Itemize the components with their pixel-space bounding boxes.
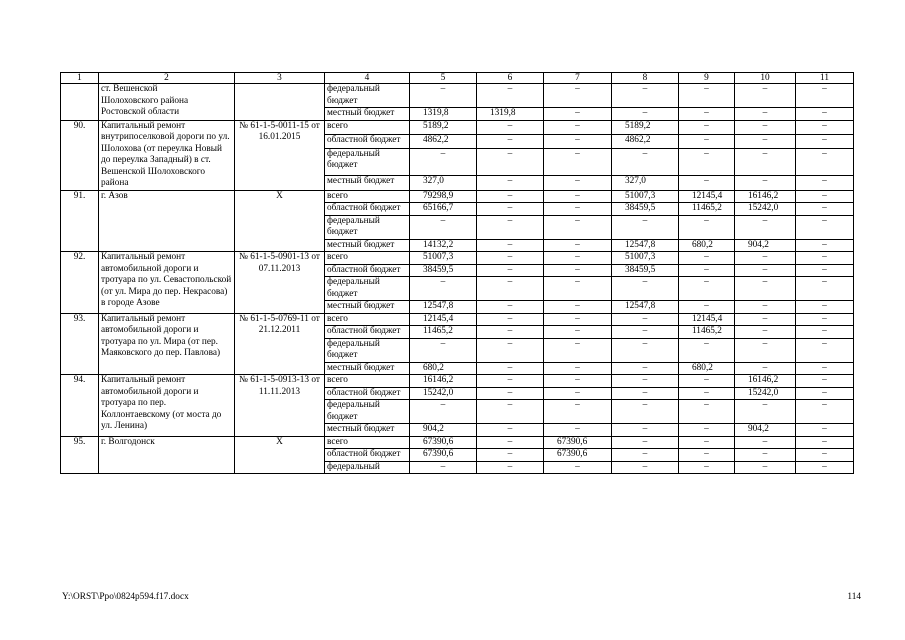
amount-cell: –	[796, 313, 854, 326]
amount-cell: –	[544, 215, 612, 239]
amount-cell: 12547,8	[612, 239, 679, 252]
amount-cell: –	[612, 326, 679, 339]
amount-cell: –	[735, 326, 796, 339]
amount-cell: –	[544, 424, 612, 437]
amount-cell: –	[679, 264, 735, 277]
amount-cell: –	[477, 239, 544, 252]
amount-cell: –	[679, 449, 735, 462]
amount-cell: 680,2	[679, 239, 735, 252]
amount-cell: –	[796, 277, 854, 301]
object-name-cell: Капитальный ремонт автомобильной дороги и тротуара по ул. Мира (от пер. Маяковского до пер. Павлова)	[99, 313, 235, 375]
amount-cell: –	[679, 84, 735, 108]
amount-cell: –	[544, 338, 612, 362]
amount-cell: –	[544, 120, 612, 134]
funding-source-cell: федеральный бюджет	[325, 277, 410, 301]
amount-cell: –	[735, 134, 796, 148]
amount-cell: –	[796, 264, 854, 277]
amount-cell: –	[544, 203, 612, 216]
amount-cell: –	[679, 134, 735, 148]
funding-source-cell: областной бюджет	[325, 449, 410, 462]
funding-source-cell: всего	[325, 313, 410, 326]
amount-cell: –	[796, 190, 854, 203]
column-number-row	[61, 73, 854, 84]
amount-cell: –	[477, 190, 544, 203]
amount-cell: –	[679, 436, 735, 449]
amount-cell: –	[796, 215, 854, 239]
funding-source-cell: всего	[325, 436, 410, 449]
amount-cell: –	[612, 215, 679, 239]
amount-cell: 79298,9	[410, 190, 477, 203]
amount-cell: –	[544, 108, 612, 121]
amount-cell: –	[477, 264, 544, 277]
amount-cell: –	[796, 203, 854, 216]
amount-cell: 15242,0	[735, 203, 796, 216]
amount-cell: 38459,5	[410, 264, 477, 277]
amount-cell: 11465,2	[410, 326, 477, 339]
amount-cell: 4862,2	[410, 134, 477, 148]
amount-cell: –	[477, 387, 544, 400]
object-name-line: Ростовской области	[101, 107, 180, 117]
amount-cell: 12145,4	[410, 313, 477, 326]
amount-cell: 5189,2	[612, 120, 679, 134]
amount-cell: –	[796, 387, 854, 400]
amount-cell: 904,2	[410, 424, 477, 437]
amount-cell: 11465,2	[679, 203, 735, 216]
object-name-cell	[99, 84, 235, 121]
column-number: 11	[796, 73, 854, 84]
amount-cell: –	[410, 215, 477, 239]
amount-cell: –	[477, 326, 544, 339]
amount-cell: –	[679, 120, 735, 134]
amount-cell: –	[544, 301, 612, 314]
amount-cell: –	[544, 387, 612, 400]
amount-cell: 51007,3	[410, 252, 477, 265]
amount-cell: 67390,6	[544, 449, 612, 462]
amount-cell: 327,0	[410, 176, 477, 190]
amount-cell: –	[735, 338, 796, 362]
funding-source-cell: федеральный бюджет	[325, 215, 410, 239]
row-number-cell: 90.	[61, 120, 99, 190]
document-cell: Х	[235, 436, 325, 474]
amount-cell: –	[796, 120, 854, 134]
amount-cell: –	[477, 461, 544, 474]
amount-cell: –	[410, 84, 477, 108]
amount-cell: –	[612, 449, 679, 462]
amount-cell: –	[796, 134, 854, 148]
column-number: 9	[679, 73, 735, 84]
funding-source-cell: всего	[325, 375, 410, 388]
table-row	[61, 120, 854, 134]
amount-cell: 12547,8	[410, 301, 477, 314]
funding-source-cell: местный бюджет	[325, 424, 410, 437]
amount-cell: –	[544, 84, 612, 108]
amount-cell: –	[796, 375, 854, 388]
amount-cell: 16146,2	[735, 190, 796, 203]
amount-cell: –	[477, 400, 544, 424]
amount-cell: –	[735, 362, 796, 375]
document-cell: № 61-1-5-0769-11 от 21.12.2011	[235, 313, 325, 375]
funding-source-cell: местный бюджет	[325, 108, 410, 121]
amount-cell: –	[544, 190, 612, 203]
amount-cell: –	[544, 148, 612, 175]
column-number: 8	[612, 73, 679, 84]
object-name-cell: Капитальный ремонт автомобильной дороги и тротуара по пер. Коллонтаевскому (от моста до ул. Ленина)	[99, 375, 235, 437]
column-number: 7	[544, 73, 612, 84]
amount-cell: –	[679, 215, 735, 239]
amount-cell: –	[679, 424, 735, 437]
amount-cell: 12145,4	[679, 190, 735, 203]
amount-cell: –	[679, 108, 735, 121]
amount-cell: –	[796, 176, 854, 190]
funding-source-cell: всего	[325, 190, 410, 203]
amount-cell: –	[612, 387, 679, 400]
amount-cell: –	[679, 338, 735, 362]
amount-cell: –	[735, 277, 796, 301]
amount-cell: –	[735, 176, 796, 190]
funding-source-cell: местный бюджет	[325, 362, 410, 375]
document-cell	[235, 84, 325, 121]
amount-cell: –	[796, 301, 854, 314]
amount-cell: –	[679, 277, 735, 301]
amount-cell: 14132,2	[410, 239, 477, 252]
amount-cell: 1319,8	[477, 108, 544, 121]
amount-cell: 15242,0	[410, 387, 477, 400]
document-cell: № 61-1-5-0011-15 от 16.01.2015	[235, 120, 325, 190]
row-number-cell: 94.	[61, 375, 99, 437]
column-number: 3	[235, 73, 325, 84]
funding-source-cell: местный бюджет	[325, 239, 410, 252]
amount-cell: 5189,2	[410, 120, 477, 134]
amount-cell: –	[735, 301, 796, 314]
amount-cell: –	[544, 239, 612, 252]
amount-cell: 51007,3	[612, 190, 679, 203]
object-name-cell: г. Азов	[99, 190, 235, 252]
amount-cell: –	[679, 252, 735, 265]
amount-cell: –	[544, 362, 612, 375]
amount-cell: –	[410, 148, 477, 175]
funding-source-cell: федеральный бюджет	[325, 400, 410, 424]
amount-cell: –	[544, 277, 612, 301]
funding-source-cell: федеральный бюджет	[325, 338, 410, 362]
row-number-cell	[61, 84, 99, 121]
column-number: 10	[735, 73, 796, 84]
amount-cell: –	[612, 108, 679, 121]
amount-cell: –	[612, 277, 679, 301]
amount-cell: –	[477, 203, 544, 216]
row-number-cell: 93.	[61, 313, 99, 375]
amount-cell: –	[679, 461, 735, 474]
amount-cell: –	[796, 400, 854, 424]
funding-source-cell: областной бюджет	[325, 134, 410, 148]
amount-cell: –	[544, 264, 612, 277]
amount-cell: –	[544, 461, 612, 474]
amount-cell: 12547,8	[612, 301, 679, 314]
object-name-cell: Капитальный ремонт внутрипоселковой дороги по ул. Шолохова (от переулка Новый до переулка Западный) в ст. Вешенской Шолоховского района	[99, 120, 235, 190]
amount-cell: –	[735, 264, 796, 277]
amount-cell: 4862,2	[612, 134, 679, 148]
document-cell: № 61-1-5-0901-13 от 07.11.2013	[235, 252, 325, 314]
amount-cell: –	[735, 436, 796, 449]
amount-cell: –	[612, 338, 679, 362]
amount-cell: –	[544, 400, 612, 424]
funding-source-cell: областной бюджет	[325, 264, 410, 277]
column-number: 2	[99, 73, 235, 84]
column-number: 4	[325, 73, 410, 84]
row-number-cell: 92.	[61, 252, 99, 314]
amount-cell: –	[735, 252, 796, 265]
amount-cell: 38459,5	[612, 264, 679, 277]
amount-cell: –	[544, 252, 612, 265]
amount-cell: –	[679, 387, 735, 400]
amount-cell: 680,2	[679, 362, 735, 375]
amount-cell: –	[544, 176, 612, 190]
amount-cell: –	[477, 375, 544, 388]
amount-cell: 904,2	[735, 424, 796, 437]
amount-cell: –	[735, 108, 796, 121]
table-row	[61, 313, 854, 326]
amount-cell: 16146,2	[410, 375, 477, 388]
column-number: 6	[477, 73, 544, 84]
amount-cell: –	[679, 375, 735, 388]
amount-cell: –	[796, 84, 854, 108]
amount-cell: –	[544, 134, 612, 148]
amount-cell: –	[477, 134, 544, 148]
amount-cell: 16146,2	[735, 375, 796, 388]
amount-cell: 67390,6	[410, 436, 477, 449]
amount-cell: –	[735, 449, 796, 462]
amount-cell: –	[796, 461, 854, 474]
table-row	[61, 375, 854, 388]
amount-cell: –	[477, 436, 544, 449]
amount-cell: –	[612, 84, 679, 108]
amount-cell: 680,2	[410, 362, 477, 375]
amount-cell: –	[477, 301, 544, 314]
amount-cell: –	[612, 400, 679, 424]
column-number: 5	[410, 73, 477, 84]
amount-cell: –	[410, 461, 477, 474]
amount-cell: –	[612, 461, 679, 474]
amount-cell: –	[477, 252, 544, 265]
object-name-line: Шолоховского района	[101, 95, 189, 106]
amount-cell: –	[796, 148, 854, 175]
amount-cell: –	[612, 436, 679, 449]
amount-cell: –	[477, 84, 544, 108]
amount-cell: 12145,4	[679, 313, 735, 326]
amount-cell: –	[735, 84, 796, 108]
table-row	[61, 252, 854, 265]
amount-cell: –	[612, 313, 679, 326]
amount-cell: –	[477, 176, 544, 190]
amount-cell: 15242,0	[735, 387, 796, 400]
amount-cell: –	[796, 108, 854, 121]
amount-cell: –	[410, 277, 477, 301]
amount-cell: –	[544, 326, 612, 339]
amount-cell: –	[477, 120, 544, 134]
funding-source-cell: всего	[325, 252, 410, 265]
document-cell: Х	[235, 190, 325, 252]
funding-source-cell: местный бюджет	[325, 301, 410, 314]
amount-cell: –	[679, 400, 735, 424]
row-number-cell: 91.	[61, 190, 99, 252]
amount-cell: –	[796, 326, 854, 339]
amount-cell: –	[544, 375, 612, 388]
amount-cell: –	[544, 313, 612, 326]
table-row	[61, 84, 854, 108]
amount-cell: –	[477, 148, 544, 175]
amount-cell: –	[796, 424, 854, 437]
amount-cell: –	[612, 424, 679, 437]
funding-source-cell: областной бюджет	[325, 387, 410, 400]
amount-cell: –	[477, 277, 544, 301]
amount-cell: –	[796, 239, 854, 252]
amount-cell: –	[735, 313, 796, 326]
amount-cell: 65166,7	[410, 203, 477, 216]
amount-cell: 904,2	[735, 239, 796, 252]
amount-cell: –	[679, 176, 735, 190]
funding-source-cell: федеральный бюджет	[325, 148, 410, 175]
table-row	[61, 190, 854, 203]
amount-cell: –	[612, 148, 679, 175]
funding-source-cell: всего	[325, 120, 410, 134]
amount-cell: –	[477, 338, 544, 362]
amount-cell: –	[735, 215, 796, 239]
page-number: 114	[847, 592, 861, 602]
amount-cell: –	[410, 338, 477, 362]
amount-cell: –	[477, 362, 544, 375]
object-name-cell: г. Волгодонск	[99, 436, 235, 474]
amount-cell: –	[679, 148, 735, 175]
amount-cell: 11465,2	[679, 326, 735, 339]
amount-cell: 67390,6	[410, 449, 477, 462]
amount-cell: –	[477, 313, 544, 326]
amount-cell: –	[477, 424, 544, 437]
amount-cell: –	[796, 449, 854, 462]
funding-source-cell: федеральный	[325, 461, 410, 474]
amount-cell: –	[735, 148, 796, 175]
amount-cell: –	[796, 436, 854, 449]
amount-cell: –	[410, 400, 477, 424]
column-number: 1	[61, 73, 99, 84]
budget-table	[60, 72, 854, 474]
footer-file-path: Y:\ORST\Ppo\0824p594.f17.docx	[62, 592, 189, 602]
funding-source-cell: областной бюджет	[325, 203, 410, 216]
amount-cell: 1319,8	[410, 108, 477, 121]
object-name-cell: Капитальный ремонт автомобильной дороги и тротуара по ул. Севастопольской (от ул. Мира до пер. Некрасова) в городе Азове	[99, 252, 235, 314]
amount-cell: 67390,6	[544, 436, 612, 449]
amount-cell: –	[612, 362, 679, 375]
document-cell: № 61-1-5-0913-13 от 11.11.2013	[235, 375, 325, 437]
amount-cell: –	[796, 338, 854, 362]
amount-cell: 51007,3	[612, 252, 679, 265]
amount-cell: –	[796, 362, 854, 375]
amount-cell: –	[612, 375, 679, 388]
object-name-line: ст. Вешенской	[101, 84, 158, 94]
table-row	[61, 436, 854, 449]
amount-cell: –	[735, 120, 796, 134]
amount-cell: –	[679, 301, 735, 314]
row-number-cell: 95.	[61, 436, 99, 474]
amount-cell: –	[796, 252, 854, 265]
funding-source-cell: областной бюджет	[325, 326, 410, 339]
amount-cell: –	[735, 461, 796, 474]
amount-cell: 38459,5	[612, 203, 679, 216]
funding-source-cell: федеральный бюджет	[325, 84, 410, 108]
amount-cell: 327,0	[612, 176, 679, 190]
amount-cell: –	[477, 215, 544, 239]
funding-source-cell: местный бюджет	[325, 176, 410, 190]
amount-cell: –	[477, 449, 544, 462]
amount-cell: –	[735, 400, 796, 424]
